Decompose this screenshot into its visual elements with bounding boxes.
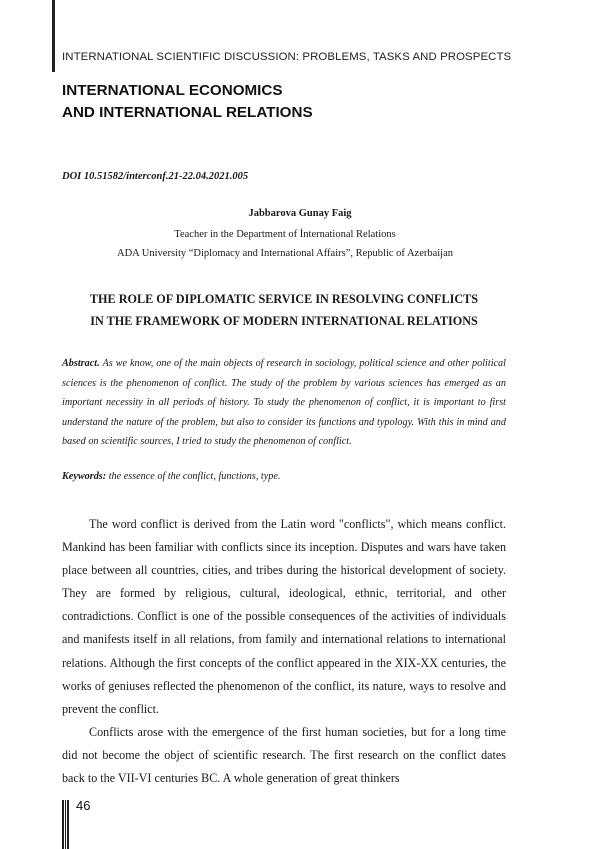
keywords-text: the essence of the conflict, functions, type. — [106, 471, 281, 482]
abstract-label: Abstract. — [62, 358, 100, 369]
section-title — [62, 80, 462, 124]
section-title-line1: INTERNATIONAL ECONOMICS — [62, 82, 283, 99]
footer-vertical-bars — [62, 800, 71, 849]
keywords-label: Keywords: — [62, 471, 107, 482]
page-number: 46 — [76, 798, 91, 813]
paper-title-line2: IN THE FRAMEWORK OF MODERN INTERNATIONAL RELATIONS — [90, 314, 478, 328]
doi: DOI 10.51582/interconf.21-22.04.2021.005 — [62, 171, 249, 182]
author-name: Jabbarova Gunay Faig — [248, 208, 352, 219]
header-vertical-bar — [52, 0, 55, 72]
abstract-text: As we know, one of the main objects of research in sociology, political science and other political sciences is the phenomenon of conflict. The study of the problem by various sciences has emerged as an important necessity in all periods of history. To study the phenomenon of conflict, it is important to first understand the nature of the problem, but also to consider its functions and typology. With this in mind and based on scientific sources, I tried to study the phenomenon of conflict. — [62, 358, 506, 447]
paper-title — [62, 288, 506, 332]
paragraph: Conflicts arose with the emergence of the first human societies, but for a long time did not become the object of scientific research. The first research on the conflict dates back to the VII-VI centuries BC. A whole generation of great thinkers — [62, 724, 506, 786]
author-affiliation-institution: ADA University “Diplomacy and International Affairs”, Republic of Azerbaijan — [117, 248, 453, 259]
abstract — [62, 354, 506, 452]
author-affiliation-position: Teacher in the Department of İnternational Relations — [174, 229, 396, 240]
section-title-line2: AND INTERNATIONAL RELATIONS — [62, 104, 313, 121]
running-header: INTERNATIONAL SCIENTIFIC DISCUSSION: PROBLEMS, TASKS AND PROSPECTS — [62, 51, 512, 63]
body-text — [62, 513, 506, 790]
paragraph: The word conflict is derived from the Latin word "conflicts", which means conflict. Mankind has been familiar with conflicts since its inception. Disputes and wars have taken place between all countries, cities, and tribes during the historical development of society. They are formed by religious, cultural, ideological, ethnic, territorial, and other contradictions. Conflict is one of the possible consequences of the activities of individuals and manifests itself in all relations, from family and international relations to international relations. Although the first concepts of the conflict appeared in the XIX-XX centuries, the works of geniuses reflected the phenomenon of the conflict, its nature, ways to resolve and prevent the conflict. — [62, 517, 506, 716]
keywords — [62, 471, 506, 482]
paper-title-line1: THE ROLE OF DIPLOMATIC SERVICE IN RESOLVING CONFLICTS — [89, 292, 479, 306]
